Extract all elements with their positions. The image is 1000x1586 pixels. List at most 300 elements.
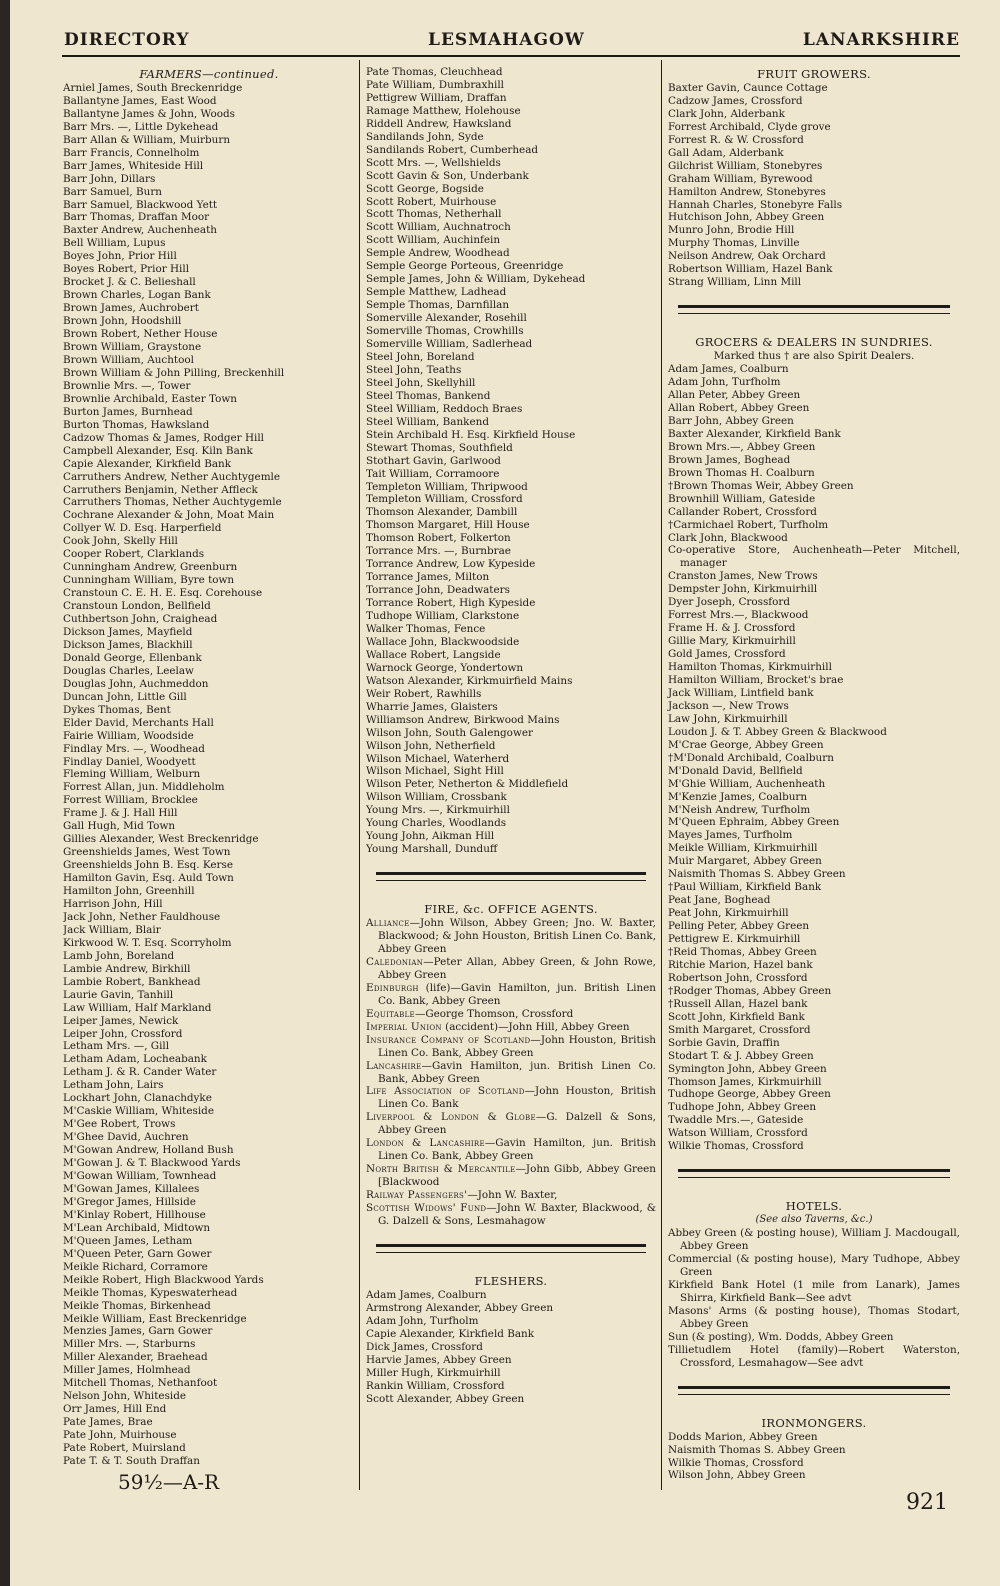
list-item: Barr Thomas, Draffan Moor xyxy=(63,211,210,224)
list-item: Sandilands John, Syde xyxy=(366,130,484,143)
list-item: Gall Hugh, Mid Town xyxy=(63,820,176,833)
column-divider xyxy=(661,60,662,1490)
list-item: Young Mrs. —, Kirkmuirhill xyxy=(366,804,510,817)
list-item: M'Queen Peter, Garn Gower xyxy=(63,1247,212,1260)
list-item: Brown Charles, Logan Bank xyxy=(63,289,211,302)
agent-details: —John Houston, British Linen Co. Bank xyxy=(378,1085,656,1111)
company-name: Scottish Widows' Fund xyxy=(366,1202,487,1215)
list-item: Cranstoun London, Bellfield xyxy=(63,600,211,613)
list-item: Brownlie Archibald, Easter Town xyxy=(63,392,237,405)
list-item: Forrest Mrs.—, Blackwood xyxy=(668,609,809,622)
list-item: M'Queen James, Letham xyxy=(63,1234,193,1247)
list-item: Sun (& posting), Wm. Dodds, Abbey Green xyxy=(668,1330,894,1343)
section-ornament xyxy=(376,872,646,881)
company-name: Insurance Company of Scotland xyxy=(366,1033,531,1046)
list-item: Barr John, Dillars xyxy=(63,172,156,185)
list-item: Williamson Andrew, Birkwood Mains xyxy=(366,713,560,726)
list-item: Steel John, Skellyhill xyxy=(366,376,476,389)
list-item: Scott William, Auchinfein xyxy=(366,234,501,247)
list-item xyxy=(366,1021,656,1034)
company-name: Alliance xyxy=(366,917,410,930)
list-item: Brown James, Auchrobert xyxy=(63,302,199,315)
list-item: Pate John, Muirhouse xyxy=(63,1429,177,1442)
list-item: Hamilton Thomas, Kirkmuirhill xyxy=(668,661,832,674)
list-item: Clark John, Blackwood xyxy=(668,531,788,544)
list-item: Wilson John, South Galengower xyxy=(366,726,533,739)
list-item: Jackson —, New Trows xyxy=(668,699,789,712)
list-item: Smith Margaret, Crossford xyxy=(668,1023,811,1036)
agent-details: (life)—Gavin Hamilton, jun. British Linen Co. Bank, Abbey Green xyxy=(378,981,656,1007)
list-item: Somerville Thomas, Crowhills xyxy=(366,325,524,338)
list-item: Peat John, Kirkmuirhill xyxy=(668,907,789,920)
list-item: Brown William, Auchtool xyxy=(63,353,194,366)
list-item: Forrest Archibald, Clyde grove xyxy=(668,120,831,133)
list-item: Rankin William, Crossford xyxy=(366,1379,505,1392)
list-item: Brown Mrs.—, Abbey Green xyxy=(668,440,816,453)
list-item: Steel Thomas, Bankend xyxy=(366,389,491,402)
list-item: Ballantyne James & John, Woods xyxy=(63,107,235,120)
list-item xyxy=(366,1034,656,1060)
list-item: Steel John, Teaths xyxy=(366,363,462,376)
column-divider xyxy=(359,60,360,1490)
list-item: Graham William, Byrewood xyxy=(668,172,813,185)
list-item: Wharrie James, Glaisters xyxy=(366,700,498,713)
section-ornament xyxy=(376,1244,646,1253)
hotels-subheading: (See also Taverns, &c.) xyxy=(755,1214,873,1226)
list-item: Robertson William, Hazel Bank xyxy=(668,263,833,276)
list-item: Barr Francis, Connelholm xyxy=(63,146,200,159)
list-item: Pelling Peter, Abbey Green xyxy=(668,920,810,933)
list-item: Stodart T. & J. Abbey Green xyxy=(668,1049,814,1062)
agent-details: —Gavin Hamilton, jun. British Linen Co. Bank, Abbey Green xyxy=(378,1059,656,1085)
list-item: Abbey Green (& posting house), William J. Macdougall, Abbey Green xyxy=(668,1227,960,1253)
list-item: Nelson John, Whiteside xyxy=(63,1390,187,1403)
company-name: Railway Passengers' xyxy=(366,1189,468,1202)
list-item: Capie Alexander, Kirkfield Bank xyxy=(366,1327,535,1340)
list-item: M'Kinlay Robert, Hillhouse xyxy=(63,1208,206,1221)
list-item xyxy=(366,1202,656,1228)
list-item: Douglas Charles, Leelaw xyxy=(63,664,194,677)
list-item: Fleming William, Welburn xyxy=(63,768,201,781)
list-item: Robertson John, Crossford xyxy=(668,971,808,984)
list-item: Templeton William, Thripwood xyxy=(366,480,528,493)
list-item: Frame J. & J. Hall Hill xyxy=(63,807,178,820)
list-item: M'Gowan J. & T. Blackwood Yards xyxy=(63,1157,241,1170)
company-name: Imperial Union xyxy=(366,1020,442,1033)
list-item: Harvie James, Abbey Green xyxy=(366,1353,512,1366)
list-item: Cochrane Alexander & John, Moat Main xyxy=(63,509,275,522)
list-item xyxy=(366,1137,656,1163)
list-item: Riddell Andrew, Hawksland xyxy=(366,117,512,130)
agent-details: —Peter Allan, Abbey Green, & John Rowe, Abbey Green xyxy=(378,955,656,981)
list-item: M'Ghie William, Auchenheath xyxy=(668,777,826,790)
list-item: Hamilton John, Greenhill xyxy=(63,885,195,898)
list-item: Carruthers Benjamin, Nether Affleck xyxy=(63,483,258,496)
list-item: Fairie William, Woodside xyxy=(63,729,194,742)
list-item: Campbell Alexander, Esq. Kiln Bank xyxy=(63,444,253,457)
list-item xyxy=(366,956,656,982)
list-item: Stothart Gavin, Garlwood xyxy=(366,454,501,467)
list-item xyxy=(366,1163,656,1189)
list-item: Neilson Andrew, Oak Orchard xyxy=(668,250,826,263)
list-item: Hutchison John, Abbey Green xyxy=(668,211,825,224)
list-item: Wilkie Thomas, Crossford xyxy=(668,1140,804,1153)
list-item xyxy=(366,1085,656,1111)
list-item: †Russell Allan, Hazel bank xyxy=(668,997,808,1010)
list-item: Clark John, Alderbank xyxy=(668,107,785,120)
list-item: Laurie Gavin, Tanhill xyxy=(63,988,174,1001)
list-item: Lambie Robert, Bankhead xyxy=(63,975,201,988)
list-item: Baxter Alexander, Kirkfield Bank xyxy=(668,427,841,440)
list-item: Steel William, Reddoch Braes xyxy=(366,402,523,415)
list-item: Forrest R. & W. Crossford xyxy=(668,133,804,146)
company-name: Life Association of Scotland xyxy=(366,1085,525,1098)
list-item: M'Gowan William, Townhead xyxy=(63,1170,217,1183)
list-item xyxy=(366,1111,656,1137)
list-item: Wilson John, Netherfield xyxy=(366,739,496,752)
list-item: M'Donald David, Bellfield xyxy=(668,764,803,777)
list-item: Lockhart John, Clanachdyke xyxy=(63,1092,212,1105)
list-item: Collyer W. D. Esq. Harperfield xyxy=(63,522,222,535)
agent-details: —George Thomson, Crossford xyxy=(414,1007,574,1020)
company-name: London & Lancashire xyxy=(366,1137,485,1150)
farmers-list xyxy=(63,82,355,1468)
list-item: Gilchrist William, Stonebyres xyxy=(668,159,823,172)
list-item: Cook John, Skelly Hill xyxy=(63,535,178,548)
list-item: Pate T. & T. South Draffan xyxy=(63,1454,200,1467)
list-item: Jack William, Blair xyxy=(63,923,161,936)
list-item: Cooper Robert, Clarklands xyxy=(63,548,205,561)
company-name: Equitable xyxy=(366,1007,415,1020)
list-item: Semple George Porteous, Greenridge xyxy=(366,260,564,273)
list-item: Thomson Robert, Folkerton xyxy=(366,532,511,545)
list-item: Somerville William, Sadlerhead xyxy=(366,338,533,351)
list-item: †Paul William, Kirkfield Bank xyxy=(668,881,822,894)
list-item: M'Gee Robert, Trows xyxy=(63,1118,176,1131)
list-item: Burton James, Burnhead xyxy=(63,405,193,418)
list-item: Law William, Half Markland xyxy=(63,1001,212,1014)
list-item: Miller Alexander, Braehead xyxy=(63,1351,208,1364)
list-item: Tillietudlem Hotel (family)—Robert Waterston, Crossford, Lesmahagow—See advt xyxy=(668,1343,960,1369)
list-item: Muir Margaret, Abbey Green xyxy=(668,855,822,868)
list-item xyxy=(366,917,656,956)
list-item: Cuthbertson John, Craighead xyxy=(63,613,218,626)
list-item: Boyes John, Prior Hill xyxy=(63,250,177,263)
list-item: Kirkfield Bank Hotel (1 mile from Lanark), James Shirra, Kirkfield Bank—See advt xyxy=(668,1278,960,1304)
list-item: Dykes Thomas, Bent xyxy=(63,703,171,716)
list-item: Lamb John, Boreland xyxy=(63,949,175,962)
list-item: Greenshields James, West Town xyxy=(63,846,231,859)
list-item: Dickson James, Blackhill xyxy=(63,638,193,651)
list-item: Law John, Kirkmuirhill xyxy=(668,712,788,725)
list-item: Barr James, Whiteside Hill xyxy=(63,159,204,172)
list-item: Barr Samuel, Burn xyxy=(63,185,162,198)
list-item: Brown Robert, Nether House xyxy=(63,328,218,341)
list-item: Torrance John, Deadwaters xyxy=(366,584,510,597)
list-item: Barr Samuel, Blackwood Yett xyxy=(63,198,218,211)
list-item: Lambie Andrew, Birkhill xyxy=(63,962,191,975)
list-item: M'Crae George, Abbey Green xyxy=(668,738,824,751)
list-item: Elder David, Merchants Hall xyxy=(63,716,214,729)
list-item: Torrance Mrs. —, Burnbrae xyxy=(366,545,511,558)
column-3 xyxy=(668,66,960,1482)
list-item: Pettigrew William, Draffan xyxy=(366,91,507,104)
list-item: M'Neish Andrew, Turfholm xyxy=(668,803,811,816)
agent-details: —Gavin Hamilton, jun. British Linen Co. Bank, Abbey Green xyxy=(378,1137,656,1163)
list-item: Carruthers Andrew, Nether Auchtygemle xyxy=(63,470,281,483)
list-item: Torrance Robert, High Kypeside xyxy=(366,597,536,610)
section-heading-fleshers: FLESHERS. xyxy=(474,1273,548,1288)
list-item: Douglas John, Auchmeddon xyxy=(63,677,209,690)
list-item: Adam James, Coalburn xyxy=(668,363,789,376)
list-item: Allan Peter, Abbey Green xyxy=(668,389,801,402)
list-item: Naismith Thomas S. Abbey Green xyxy=(668,868,846,881)
list-item: Mitchell Thomas, Nethanfoot xyxy=(63,1377,218,1390)
section-heading-farmers: FARMERS—continued. xyxy=(139,67,279,81)
grocers-note: Marked thus † are also Spirit Dealers. xyxy=(713,350,915,363)
list-item: Adam John, Turfholm xyxy=(668,376,781,389)
ironmongers-list xyxy=(668,1431,960,1483)
section-heading-fruit: FRUIT GROWERS. xyxy=(757,67,871,81)
header-left: DIRECTORY xyxy=(64,30,190,50)
list-item: M'Kenzie James, Coalburn xyxy=(668,790,808,803)
list-item: Scott Alexander, Abbey Green xyxy=(366,1392,525,1405)
list-item: Commercial (& posting house), Mary Tudhope, Abbey Green xyxy=(668,1253,960,1279)
company-name: Lancashire xyxy=(366,1059,422,1072)
list-item: Letham John, Lairs xyxy=(63,1079,164,1092)
list-item: Templeton William, Crossford xyxy=(366,493,523,506)
list-item: Capie Alexander, Kirkfield Bank xyxy=(63,457,232,470)
list-item: Cunningham Andrew, Greenburn xyxy=(63,561,238,574)
list-item: Pate James, Brae xyxy=(63,1416,153,1429)
list-item: Letham J. & R. Cander Water xyxy=(63,1066,217,1079)
list-item: Findlay Mrs. —, Woodhead xyxy=(63,742,205,755)
list-item: Tudhope William, Clarkstone xyxy=(366,610,520,623)
list-item: Watson Alexander, Kirkmuirfield Mains xyxy=(366,674,573,687)
list-item: Ritchie Marion, Hazel bank xyxy=(668,958,813,971)
list-item: Miller Hugh, Kirkmuirhill xyxy=(366,1366,501,1379)
list-item: Loudon J. & T. Abbey Green & Blackwood xyxy=(668,725,887,738)
list-item: Pettigrew E. Kirkmuirhill xyxy=(668,933,801,946)
list-item: Peat Jane, Boghead xyxy=(668,894,771,907)
list-item: Meikle William, East Breckenridge xyxy=(63,1312,247,1325)
list-item: Jack John, Nether Fauldhouse xyxy=(63,910,221,923)
list-item: Semple Matthew, Ladhead xyxy=(366,286,507,299)
list-item: Scott John, Kirkfield Bank xyxy=(668,1010,805,1023)
list-item: Tait William, Corramoore xyxy=(366,467,500,480)
list-item: Cranstoun C. E. H. E. Esq. Corehouse xyxy=(63,587,263,600)
list-item: Miller Mrs. —, Starburns xyxy=(63,1338,196,1351)
list-item: Duncan John, Little Gill xyxy=(63,690,187,703)
list-item: Brown James, Boghead xyxy=(668,453,791,466)
list-item: Weir Robert, Rawhills xyxy=(366,687,482,700)
hotels-list xyxy=(668,1227,960,1369)
page-number: 921 xyxy=(906,1490,948,1515)
list-item: Forrest Allan, jun. Middleholm xyxy=(63,781,225,794)
list-item: Miller James, Holmhead xyxy=(63,1364,191,1377)
list-item: Pate Robert, Muirsland xyxy=(63,1442,186,1455)
list-item: Young Marshall, Dunduff xyxy=(366,843,498,856)
company-name: Liverpool & London & Globe xyxy=(366,1111,536,1124)
list-item: Brown William, Graystone xyxy=(63,341,202,354)
list-item: Greenshields John B. Esq. Kerse xyxy=(63,859,233,872)
list-item: Wilson Peter, Netherton & Middlefield xyxy=(366,778,569,791)
list-item: Gold James, Crossford xyxy=(668,648,786,661)
list-item: Barr Allan & William, Muirburn xyxy=(63,133,231,146)
list-item: Watson William, Crossford xyxy=(668,1127,808,1140)
list-item: Leiper James, Newick xyxy=(63,1014,179,1027)
list-item: Dickson James, Mayfield xyxy=(63,625,193,638)
list-item: M'Queen Ephraim, Abbey Green xyxy=(668,816,840,829)
list-item: Somerville Alexander, Rosehill xyxy=(366,312,527,325)
list-item: Dyer Joseph, Crossford xyxy=(668,596,791,609)
agent-details: —John Wilson, Abbey Green; Jno. W. Baxter, Blackwood; & John Houston, British Linen Co. Bank, Abbey Green xyxy=(378,917,656,955)
agent-details: —John W. Baxter, xyxy=(467,1189,558,1202)
list-item: †Rodger Thomas, Abbey Green xyxy=(668,984,832,997)
grocers-list xyxy=(668,363,960,1153)
list-item: Barr Mrs. —, Little Dykehead xyxy=(63,120,219,133)
list-item: Forrest William, Brocklee xyxy=(63,794,198,807)
list-item: Torrance James, Milton xyxy=(366,571,490,584)
list-item: Cranston James, New Trows xyxy=(668,570,818,583)
list-item: Walker Thomas, Fence xyxy=(366,622,486,635)
list-item: Stein Archibald H. Esq. Kirkfield House xyxy=(366,428,576,441)
list-item: Brown John, Hoodshill xyxy=(63,315,182,328)
list-item: Hamilton Andrew, Stonebyres xyxy=(668,185,826,198)
fire-agents-list xyxy=(366,917,656,1228)
list-item: Thomson James, Kirkmuirhill xyxy=(668,1075,822,1088)
header-rule xyxy=(62,55,960,57)
list-item: Scott Gavin & Son, Underbank xyxy=(366,169,529,182)
list-item: Dempster John, Kirkmuirhill xyxy=(668,583,818,596)
list-item: Tudhope John, Abbey Green xyxy=(668,1101,817,1114)
list-item: Dodds Marion, Abbey Green xyxy=(668,1430,818,1443)
list-item: Boyes Robert, Prior Hill xyxy=(63,263,190,276)
agent-details: —John W. Baxter, Blackwood, & G. Dalzell & Sons, Lesmahagow xyxy=(378,1202,656,1228)
section-ornament xyxy=(678,1169,950,1178)
list-item xyxy=(366,982,656,1008)
list-item: Semple Thomas, Darnfillan xyxy=(366,299,510,312)
list-item: Brownhill William, Gateside xyxy=(668,492,816,505)
list-item: Burton Thomas, Hawksland xyxy=(63,418,210,431)
agent-details: (accident)—John Hill, Abbey Green xyxy=(441,1020,630,1033)
list-item: Wilson Michael, Waterherd xyxy=(366,752,510,765)
farmers-list-continued xyxy=(366,66,656,856)
list-item: Scott George, Bogside xyxy=(366,182,484,195)
column-1 xyxy=(63,66,355,1468)
list-item: Meikle William, Kirkmuirhill xyxy=(668,842,818,855)
list-item: Letham Adam, Locheabank xyxy=(63,1053,207,1066)
list-item: Leiper John, Crossford xyxy=(63,1027,183,1040)
list-item: Wilson Michael, Sight Hill xyxy=(366,765,504,778)
list-item: Cadzow James, Crossford xyxy=(668,94,803,107)
list-item: Gillie Mary, Kirkmuirhill xyxy=(668,635,796,648)
list-item: Ramage Matthew, Holehouse xyxy=(366,104,521,117)
section-ornament xyxy=(678,305,950,314)
list-item: Bell William, Lupus xyxy=(63,237,166,250)
list-item: Harrison John, Hill xyxy=(63,898,163,910)
list-item xyxy=(366,1189,656,1202)
section-heading-grocers: GROCERS & DEALERS IN SUNDRIES. xyxy=(695,335,933,350)
footer-signature: 59½—A-R xyxy=(118,1470,220,1494)
list-item: Mayes James, Turfholm xyxy=(668,829,793,842)
list-item: Wilson John, Abbey Green xyxy=(668,1469,806,1482)
list-item xyxy=(366,1008,656,1021)
list-item: Twaddle Mrs.—, Gateside xyxy=(668,1114,804,1127)
list-item: Wilkie Thomas, Crossford xyxy=(668,1456,804,1469)
list-item: Hamilton Gavin, Esq. Auld Town xyxy=(63,872,234,885)
list-item: Scott Mrs. —, Wellshields xyxy=(366,156,501,169)
list-item: Dick James, Crossford xyxy=(366,1340,483,1353)
header-right: LANARKSHIRE xyxy=(802,30,960,50)
list-item: Strang William, Linn Mill xyxy=(668,276,802,289)
list-item: M'Lean Archibald, Midtown xyxy=(63,1221,211,1234)
list-item: Wallace Robert, Langside xyxy=(366,648,501,661)
section-ornament xyxy=(678,1386,950,1395)
list-item: Scott Robert, Muirhouse xyxy=(366,195,497,208)
list-item: Ballantyne James, East Wood xyxy=(63,94,217,107)
agent-details: —G. Dalzell & Sons, Abbey Green xyxy=(378,1111,656,1137)
list-item: Meikle Thomas, Kypeswaterhead xyxy=(63,1286,238,1299)
list-item: Murphy Thomas, Linville xyxy=(668,237,800,250)
list-item: Semple James, John & William, Dykehead xyxy=(366,273,586,286)
list-item: Thomson Margaret, Hill House xyxy=(366,519,530,532)
list-item: Carruthers Thomas, Nether Auchtygemle xyxy=(63,496,282,509)
list-item: Sorbie Gavin, Draffin xyxy=(668,1036,780,1049)
list-item: Arniel James, South Breckenridge xyxy=(63,81,243,94)
list-item: Steel William, Bankend xyxy=(366,415,489,428)
section-heading-hotels: HOTELS. xyxy=(785,1199,843,1214)
list-item: Barr John, Abbey Green xyxy=(668,414,794,427)
list-item: Co-operative Store, Auchenheath—Peter Mitchell, manager xyxy=(668,544,960,570)
list-item: Baxter Gavin, Caunce Cottage xyxy=(668,81,828,94)
list-item: Meikle Thomas, Birkenhead xyxy=(63,1299,211,1312)
list-item: Wallace John, Blackwoodside xyxy=(366,635,520,648)
list-item: Donald George, Ellenbank xyxy=(63,651,202,664)
list-item: Torrance Andrew, Low Kypeside xyxy=(366,558,536,571)
list-item: Brocket J. & C. Belieshall xyxy=(63,276,196,289)
list-item: Stewart Thomas, Southfield xyxy=(366,441,513,454)
company-name: North British & Mercantile xyxy=(366,1163,516,1176)
list-item: Frame H. & J. Crossford xyxy=(668,622,796,635)
list-item: Tudhope George, Abbey Green xyxy=(668,1088,831,1101)
list-item: Meikle Richard, Corramore xyxy=(63,1260,208,1273)
list-item: Brown Thomas H. Coalburn xyxy=(668,466,815,479)
list-item: Gillies Alexander, West Breckenridge xyxy=(63,833,259,846)
column-2 xyxy=(366,66,656,1406)
fruit-growers-list xyxy=(668,82,960,289)
list-item: M'Gowan Andrew, Holland Bush xyxy=(63,1144,234,1157)
list-item: Munro John, Brodie Hill xyxy=(668,224,795,237)
list-item: Steel John, Boreland xyxy=(366,350,475,363)
header-center: LESMAHAGOW xyxy=(428,30,585,50)
fleshers-list xyxy=(366,1289,656,1406)
list-item: Gall Adam, Alderbank xyxy=(668,146,784,159)
list-item: Wilson William, Crossbank xyxy=(366,791,507,804)
list-item: Findlay Daniel, Woodyett xyxy=(63,755,196,768)
list-item: Kirkwood W. T. Esq. Scorryholm xyxy=(63,936,232,949)
list-item: Young John, Aikman Hill xyxy=(366,830,495,843)
list-item: M'Ghee David, Auchren xyxy=(63,1131,189,1144)
section-heading-fire: FIRE, &c. OFFICE AGENTS. xyxy=(424,902,598,917)
list-item: Callander Robert, Crossford xyxy=(668,505,817,518)
section-heading-ironmongers: IRONMONGERS. xyxy=(761,1415,867,1430)
list-item: Sandilands Robert, Cumberhead xyxy=(366,143,539,156)
list-item: Cadzow Thomas & James, Rodger Hill xyxy=(63,431,264,444)
list-item: Thomson Alexander, Dambill xyxy=(366,506,518,519)
page-edge xyxy=(0,0,10,1586)
list-item: Hannah Charles, Stonebyre Falls xyxy=(668,198,843,211)
